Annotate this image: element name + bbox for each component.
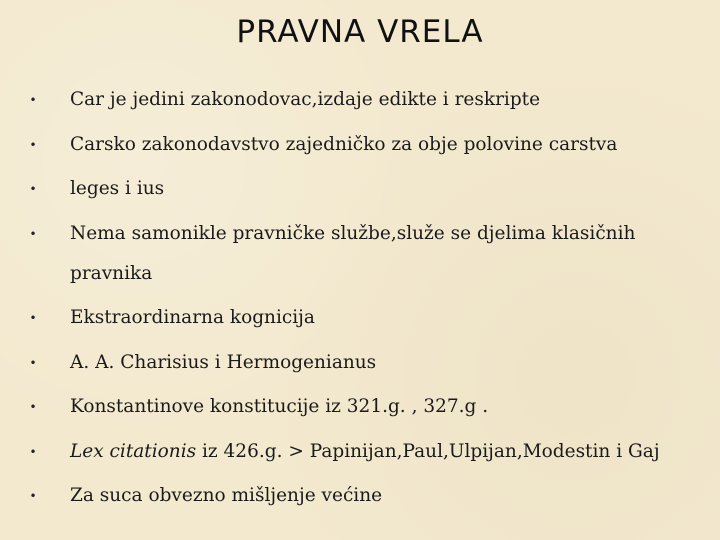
bullet-icon: • xyxy=(29,355,37,370)
bullet-icon: • xyxy=(29,137,37,152)
bullet-icon: • xyxy=(29,93,37,107)
bullet-icon: • xyxy=(29,444,37,459)
slide-title: PRAVNA VRELA xyxy=(236,14,484,50)
bullet-text: Ekstraordinarna kognicija xyxy=(70,307,315,328)
bullet-icon: • xyxy=(29,311,37,325)
bullet-icon: • xyxy=(29,226,37,241)
list-item xyxy=(28,343,698,383)
list-item xyxy=(28,298,698,338)
bullet-text: leges i ius xyxy=(70,178,165,199)
list-item xyxy=(28,214,698,294)
list-item xyxy=(28,432,698,472)
bullet-text: Za suca obvezno mišljenje većine xyxy=(70,485,383,506)
bullet-text: Car je jedini zakonodovac,izdaje edikte i reskripte xyxy=(70,89,541,110)
list-item xyxy=(28,476,698,516)
lex-citationis-term: Lex citationis xyxy=(70,440,197,462)
list-item xyxy=(28,387,698,427)
bullet-text-rest: iz 426.g. > Papinijan,Paul,Ulpijan,Modestin i Gaj xyxy=(196,440,660,462)
bullet-text xyxy=(70,432,698,472)
bullet-text: A. A. Charisius i Hermogenianus xyxy=(70,351,377,373)
bullet-icon: • xyxy=(29,489,37,503)
list-item xyxy=(28,80,698,120)
list-item xyxy=(28,125,698,165)
list-item xyxy=(28,169,698,209)
bullet-list xyxy=(28,80,698,516)
bullet-text: Konstantinove konstitucije iz 321.g. , 327.g . xyxy=(70,396,489,417)
bullet-icon: • xyxy=(29,400,37,414)
bullet-text: Carsko zakonodavstvo zajedničko za obje polovine carstva xyxy=(70,133,618,155)
bullet-icon: • xyxy=(29,182,37,196)
bullet-text: Nema samonikle pravničke službe,služe se djelima klasičnih pravnika xyxy=(70,222,636,284)
